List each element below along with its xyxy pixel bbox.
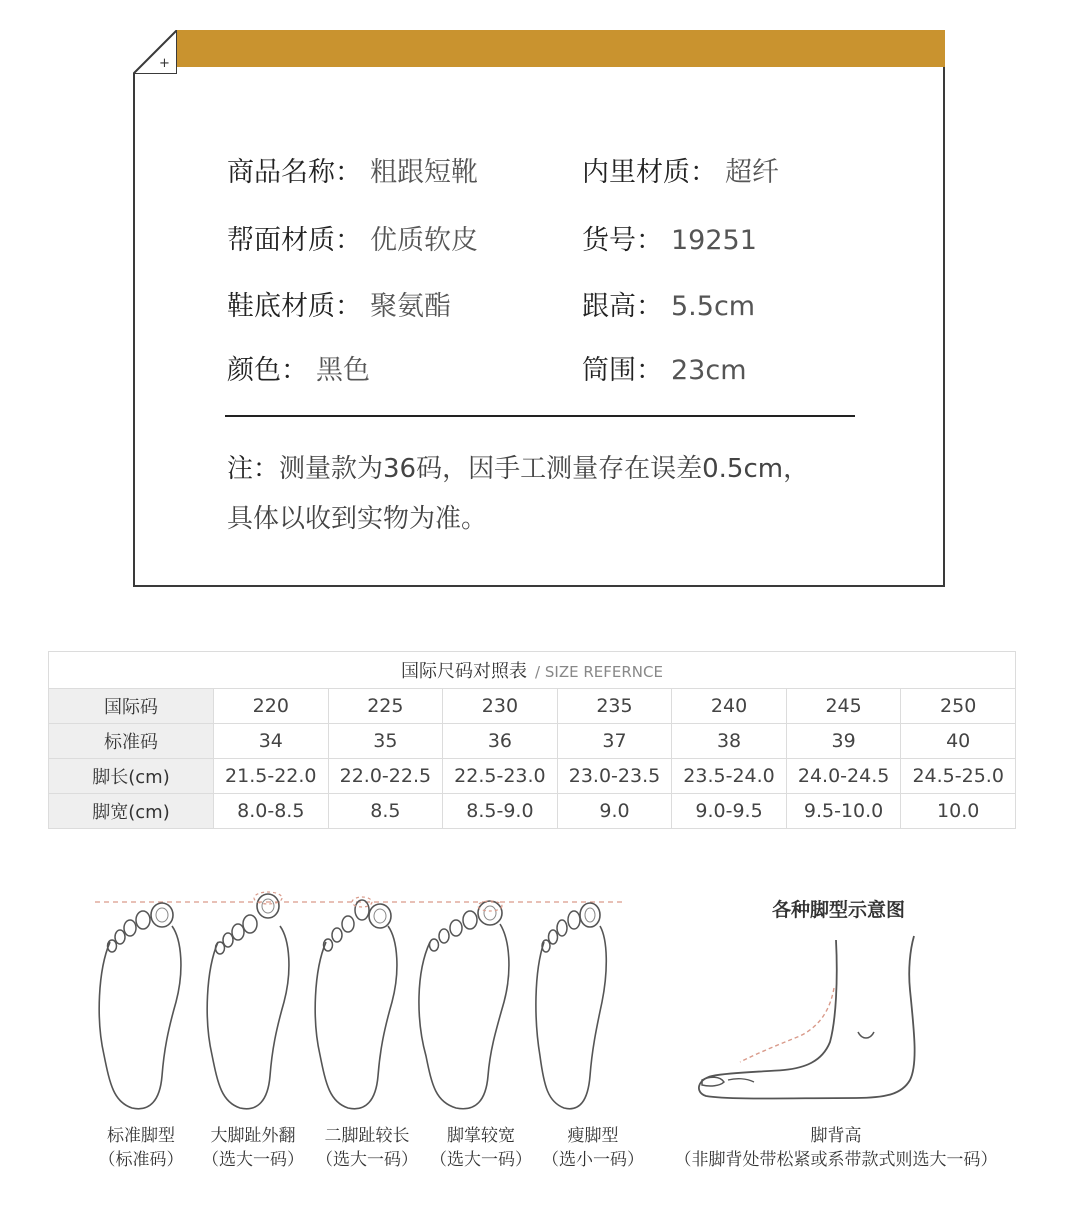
foot-wide-icon [419, 901, 509, 1109]
table-cell: 8.5 [328, 794, 443, 829]
info-upper-material [227, 218, 478, 257]
info-key: 帮面材质： [227, 225, 362, 256]
row-header: 国际码 [49, 689, 214, 724]
foot-type-name: 标准脚型 [107, 1126, 175, 1146]
info-value: 粗跟短靴 [370, 157, 478, 188]
info-key: 颜色： [227, 355, 308, 386]
side-view-label [666, 1124, 1006, 1172]
foot-type-note: （标准码） [98, 1150, 184, 1170]
foot-type-name: 瘦脚型 [567, 1126, 619, 1146]
foot-type-name: 二脚趾较长 [324, 1126, 410, 1146]
side-view-name: 脚背高 [810, 1126, 862, 1146]
product-info-card [133, 30, 945, 587]
table-cell: 230 [443, 689, 558, 724]
row-header: 脚宽(cm) [49, 794, 214, 829]
table-cell: 23.5-24.0 [672, 759, 787, 794]
diagram-title: 各种脚型示意图 [772, 899, 906, 921]
info-lining-material [582, 150, 779, 189]
measurement-note [227, 448, 809, 485]
table-row [49, 689, 1016, 724]
table-cell: 23.0-23.5 [557, 759, 672, 794]
foot-type-note: （选小一码） [542, 1150, 644, 1170]
foot-type-label [312, 1124, 422, 1172]
size-chart-title-en: / SIZE REFERNCE [535, 663, 663, 681]
table-cell: 9.5-10.0 [786, 794, 901, 829]
foot-type-label [96, 1124, 186, 1172]
foot-type-label [426, 1124, 536, 1172]
info-key: 商品名称： [227, 157, 362, 188]
svg-text:+: + [159, 56, 170, 71]
info-value: 19251 [671, 225, 757, 256]
info-key: 跟高： [582, 291, 663, 322]
card-accent-bar [175, 30, 945, 67]
foot-type-note: （选大一码） [316, 1150, 418, 1170]
size-chart-title [49, 652, 1016, 689]
table-cell: 36 [443, 724, 558, 759]
table-cell: 240 [672, 689, 787, 724]
table-cell: 22.0-22.5 [328, 759, 443, 794]
info-value: 23cm [671, 355, 747, 386]
table-cell: 245 [786, 689, 901, 724]
size-chart-title-cn: 国际尺码对照表 [401, 661, 528, 682]
info-key: 内里材质： [582, 157, 717, 188]
table-cell: 8.0-8.5 [214, 794, 329, 829]
info-value: 黑色 [316, 355, 370, 386]
table-cell: 35 [328, 724, 443, 759]
foot-type-name: 脚掌较宽 [447, 1126, 515, 1146]
table-cell: 22.5-23.0 [443, 759, 558, 794]
table-cell: 39 [786, 724, 901, 759]
foot-type-note: （选大一码） [202, 1150, 304, 1170]
foot-types-illustration [0, 880, 660, 1120]
table-cell: 250 [901, 689, 1016, 724]
table-cell: 38 [672, 724, 787, 759]
table-cell: 24.0-24.5 [786, 759, 901, 794]
info-value: 超纤 [725, 157, 779, 188]
table-row [49, 794, 1016, 829]
table-cell: 24.5-25.0 [901, 759, 1016, 794]
table-row [49, 759, 1016, 794]
info-item-number [582, 218, 757, 257]
table-cell: 21.5-22.0 [214, 759, 329, 794]
info-sole-material [227, 284, 451, 323]
foot-standard-icon [99, 903, 181, 1109]
divider [225, 415, 855, 417]
info-color [227, 348, 370, 387]
folded-corner-icon [133, 30, 177, 74]
foot-long-second-toe-icon [315, 897, 397, 1109]
row-header: 标准码 [49, 724, 214, 759]
note-line-1: 测量款为36码，因手工测量存在误差0.5cm， [279, 454, 810, 484]
size-chart-table [48, 651, 1016, 829]
table-cell: 220 [214, 689, 329, 724]
foot-slim-icon [536, 903, 606, 1109]
table-row [49, 724, 1016, 759]
info-value: 5.5cm [671, 291, 756, 322]
table-cell: 40 [901, 724, 1016, 759]
foot-type-name: 大脚趾外翻 [210, 1126, 296, 1146]
table-cell: 225 [328, 689, 443, 724]
info-product-name [227, 150, 478, 189]
table-cell: 9.0 [557, 794, 672, 829]
foot-type-note: （选大一码） [430, 1150, 532, 1170]
info-shaft-circumference [582, 348, 747, 387]
info-value: 优质软皮 [370, 225, 478, 256]
note-line-2: 具体以收到实物为准。 [227, 504, 488, 534]
foot-bunion-icon [207, 892, 289, 1109]
table-cell: 10.0 [901, 794, 1016, 829]
foot-type-label [198, 1124, 308, 1172]
info-heel-height [582, 284, 755, 323]
info-value: 聚氨酯 [370, 291, 451, 322]
foot-type-label [538, 1124, 648, 1172]
info-key: 筒围： [582, 355, 663, 386]
measurement-note-line-2 [227, 498, 487, 535]
table-cell: 8.5-9.0 [443, 794, 558, 829]
note-key: 注： [227, 454, 280, 484]
row-header: 脚长(cm) [49, 759, 214, 794]
table-cell: 9.0-9.5 [672, 794, 787, 829]
foot-side-view-icon [680, 930, 940, 1120]
table-cell: 235 [557, 689, 672, 724]
side-view-note: （非脚背处带松紧或系带款式则选大一码） [674, 1150, 998, 1170]
info-key: 货号： [582, 225, 663, 256]
table-cell: 34 [214, 724, 329, 759]
table-cell: 37 [557, 724, 672, 759]
info-key: 鞋底材质： [227, 291, 362, 322]
